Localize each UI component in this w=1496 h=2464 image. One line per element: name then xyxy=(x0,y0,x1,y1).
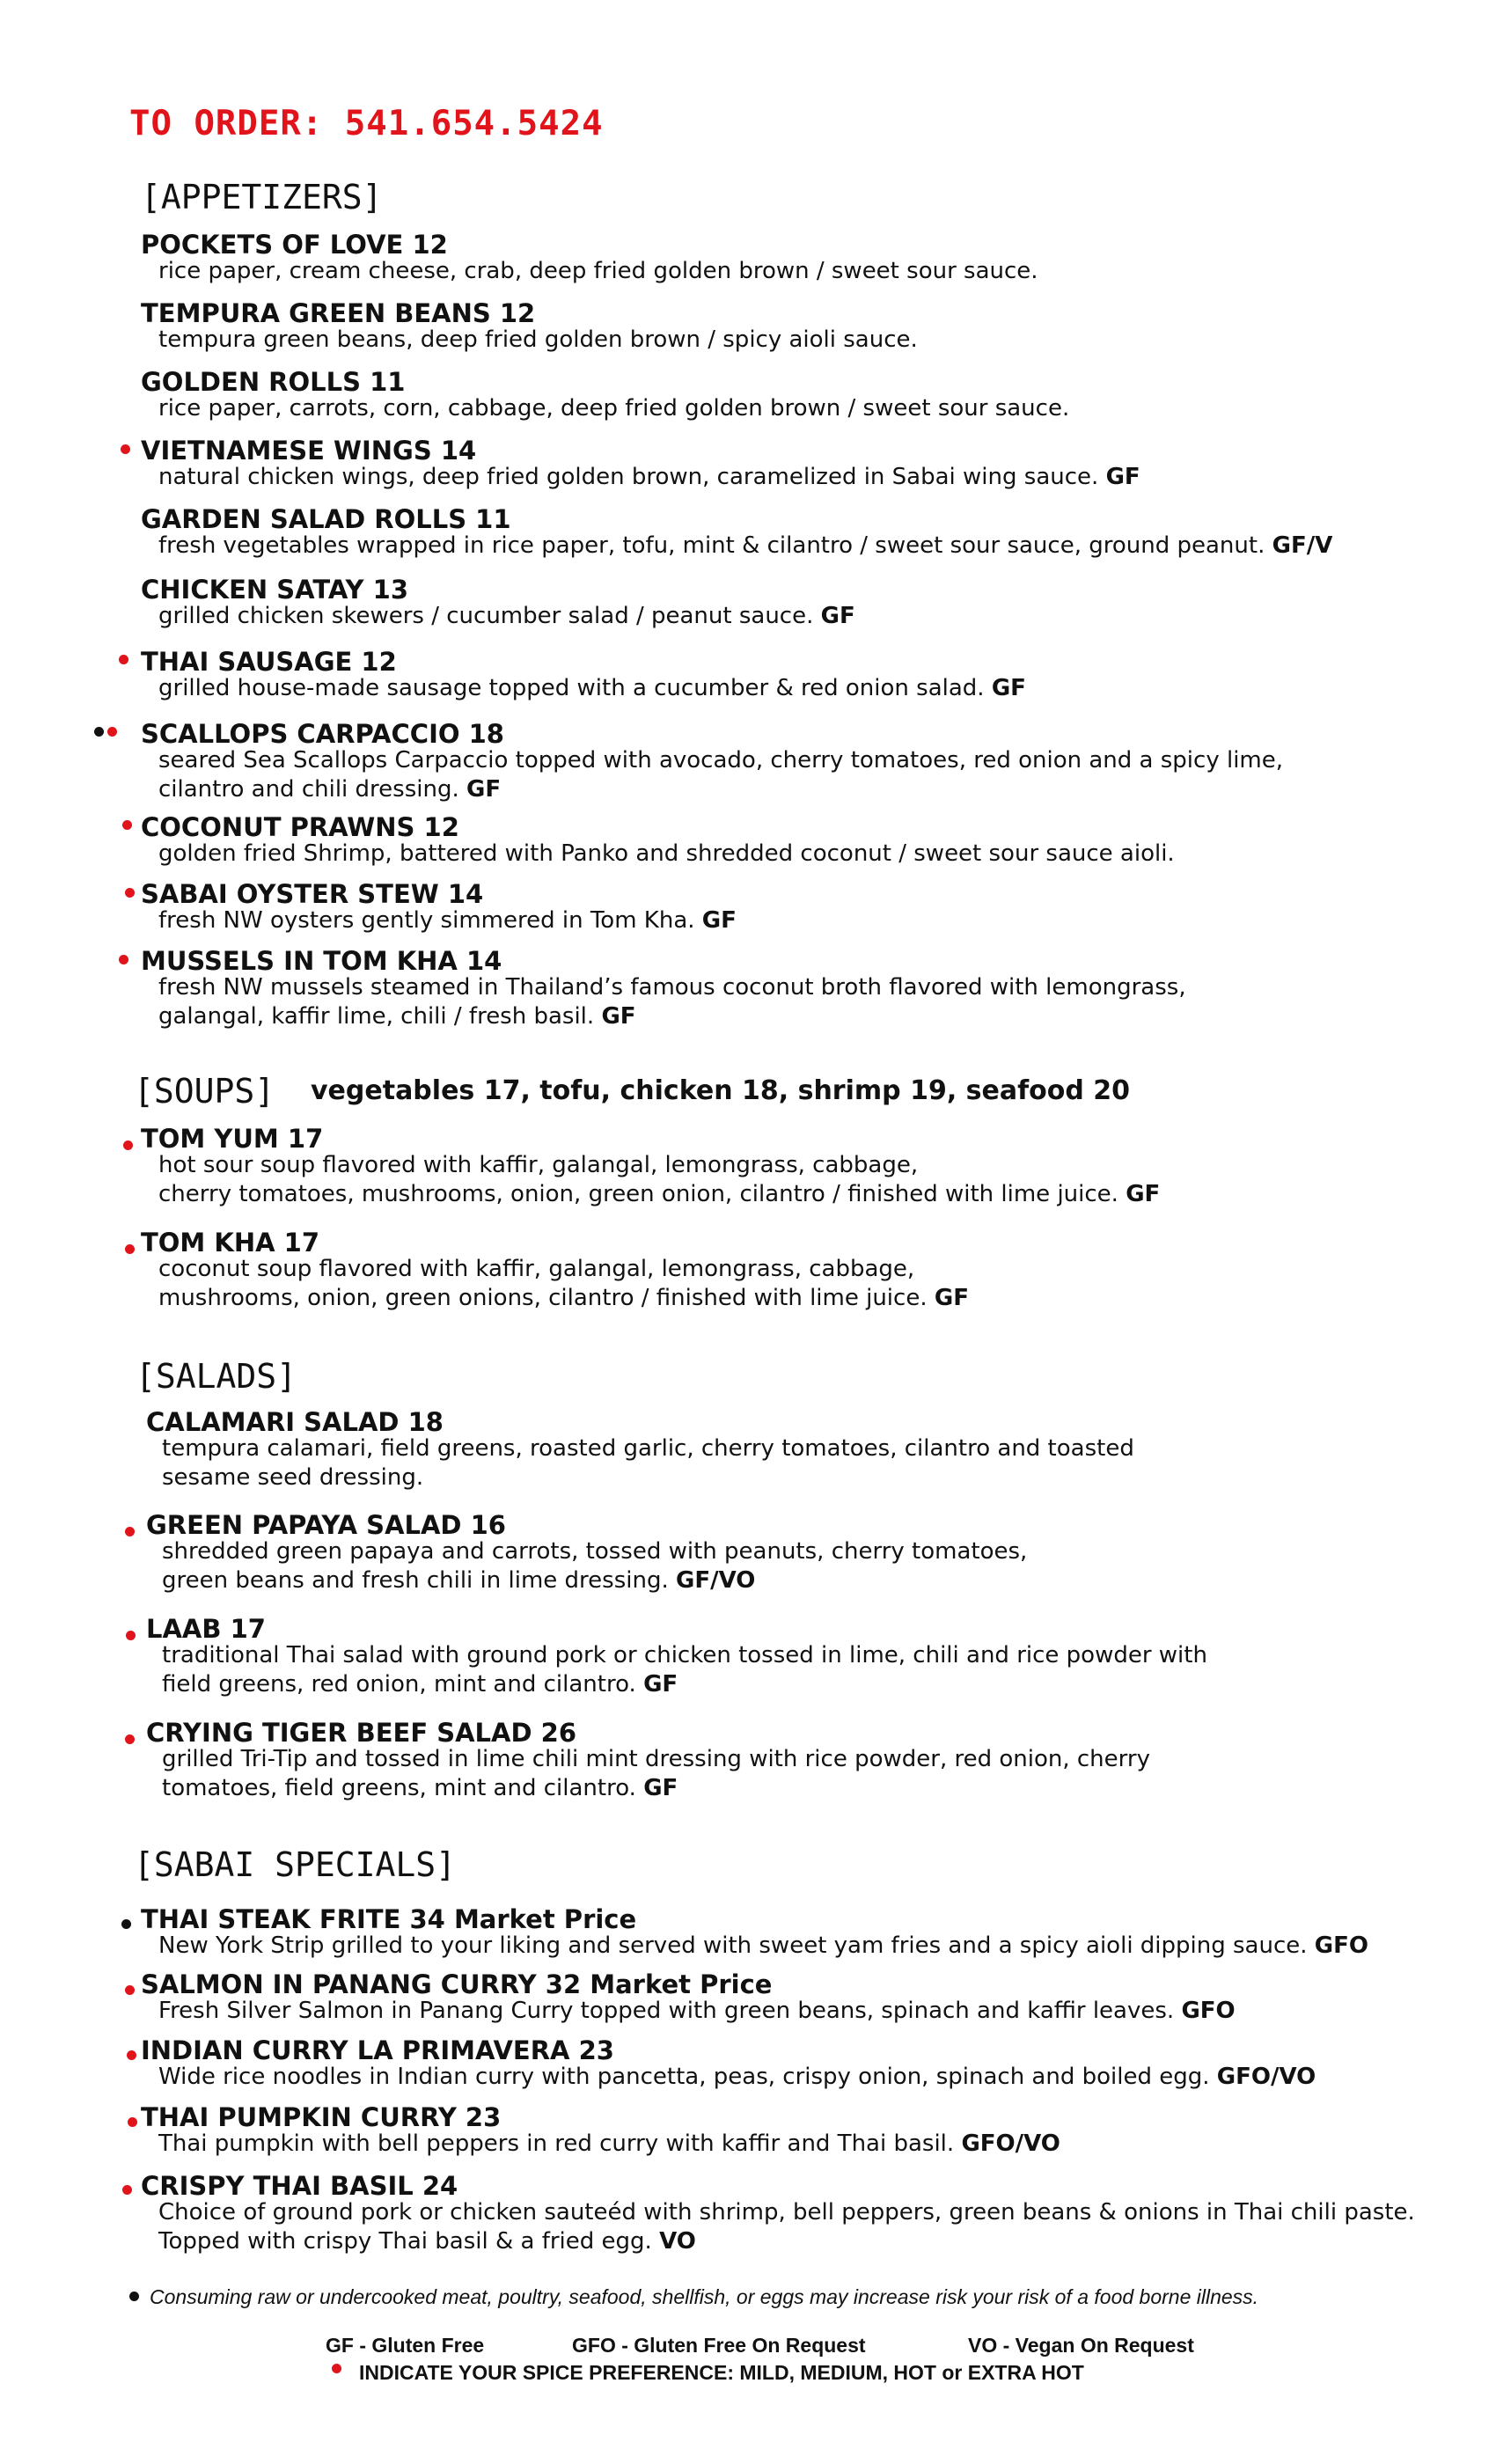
menu-item-description-text: fresh NW mussels steamed in Thailand’s famous coconut broth flavored with lemongrass, xyxy=(158,974,1186,1001)
menu-item-description-text: shredded green papaya and carrots, tossed with peanuts, cherry tomatoes, xyxy=(162,1538,1028,1565)
dietary-tag: GF/VO xyxy=(675,1567,756,1594)
menu-item-description-text: Fresh Silver Salmon in Panang Curry topped with green beans, spinach and kaffir leaves. xyxy=(158,1998,1175,2024)
menu-item-description-text: mushrooms, onion, green onions, cilantro / finished with lime juice. xyxy=(158,1285,928,1311)
spice-bullet xyxy=(122,820,132,830)
menu-item-description-text: Thai pumpkin with bell peppers in red curry with kaffir and Thai basil. xyxy=(158,2130,955,2157)
appetizers-heading: [APPETIZERS] xyxy=(141,178,383,216)
menu-item-name: TOM YUM 17 xyxy=(141,1124,324,1154)
menu-item-description xyxy=(162,1434,1134,1463)
menu-item-description-text: grilled Tri-Tip and tossed in lime chili mint dressing with rice powder, red onion, cherry xyxy=(162,1746,1150,1772)
dietary-tag: GF xyxy=(643,1671,678,1698)
legend-vo: VO - Vegan On Request xyxy=(968,2334,1194,2357)
menu-item-description xyxy=(158,394,1069,423)
spice-preference-note: INDICATE YOUR SPICE PREFERENCE: MILD, MEDIUM, HOT or EXTRA HOT xyxy=(359,2361,1084,2384)
menu-item-description-text: Choice of ground pork or chicken sauteéd with shrimp, bell peppers, green beans & onions in Thai chili paste. xyxy=(158,2199,1415,2226)
raw-food-warning: Consuming raw or undercooked meat, poultry, seafood, shellfish, or eggs may increase risk your risk of a food borne illness. xyxy=(150,2285,1259,2308)
menu-item-description xyxy=(162,1670,678,1699)
spice-bullet xyxy=(127,2050,136,2060)
menu-item-name: CRISPY THAI BASIL 24 xyxy=(141,2171,458,2201)
menu-item-description xyxy=(158,326,918,355)
menu-item-description-text: fresh vegetables wrapped in rice paper, tofu, mint & cilantro / sweet sour sauce, ground peanut. xyxy=(158,532,1265,559)
menu-item-description xyxy=(162,1566,755,1595)
legend-gfo: GFO - Gluten Free On Request xyxy=(572,2334,866,2357)
menu-item-name: SALMON IN PANANG CURRY 32 Market Price xyxy=(141,1969,773,1999)
dietary-tag: GF xyxy=(991,675,1026,701)
spice-bullet xyxy=(125,1527,135,1536)
menu-item-description xyxy=(158,1002,636,1031)
menu-item-name: GARDEN SALAD ROLLS 11 xyxy=(141,504,511,534)
menu-item-description-text: green beans and fresh chili in lime dressing. xyxy=(162,1567,669,1594)
spice-bullet xyxy=(125,888,135,898)
menu-item-description xyxy=(158,840,1175,869)
menu-item-name: INDIAN CURRY LA PRIMAVERA 23 xyxy=(141,2035,614,2065)
spice-bullet xyxy=(119,655,128,664)
menu-item-name: THAI SAUSAGE 12 xyxy=(141,647,397,677)
menu-item-description-text: rice paper, carrots, corn, cabbage, deep fried golden brown / sweet sour sauce. xyxy=(158,395,1070,422)
menu-item-description xyxy=(158,906,737,935)
menu-item-name: CHICKEN SATAY 13 xyxy=(141,575,409,605)
spice-bullet xyxy=(119,955,128,964)
menu-item-description-text: Topped with crispy Thai basil & a fried egg. xyxy=(158,2228,652,2255)
menu-item-description-text: tempura calamari, field greens, roasted garlic, cherry tomatoes, cilantro and toasted xyxy=(162,1435,1134,1462)
raw-food-bullet xyxy=(94,727,104,737)
menu-item-name: TEMPURA GREEN BEANS 12 xyxy=(141,298,536,328)
menu-item-description xyxy=(162,1774,678,1803)
menu-item-description-text: tomatoes, field greens, mint and cilantro. xyxy=(162,1775,636,1801)
menu-item-description-text: cherry tomatoes, mushrooms, onion, green onion, cilantro / finished with lime juice. xyxy=(158,1181,1118,1207)
dietary-tag: GF xyxy=(643,1775,678,1801)
menu-item-name: TOM KHA 17 xyxy=(141,1228,320,1258)
menu-item-description xyxy=(162,1745,1150,1774)
spice-bullet xyxy=(128,2117,137,2127)
menu-item-description-text: field greens, red onion, mint and cilantro. xyxy=(162,1671,636,1698)
menu-item-description xyxy=(158,602,855,631)
menu-item-description-text: grilled chicken skewers / cucumber salad / peanut sauce. xyxy=(158,603,814,629)
menu-item-description-text: seared Sea Scallops Carpaccio topped with avocado, cherry tomatoes, red onion and a spicy lime, xyxy=(158,747,1283,774)
menu-item-description-text: cilantro and chili dressing. xyxy=(158,776,459,803)
menu-item-description xyxy=(158,1997,1236,2026)
menu-item-name: THAI PUMPKIN CURRY 23 xyxy=(141,2102,502,2132)
spice-bullet xyxy=(125,1734,135,1744)
menu-item-description xyxy=(158,463,1140,492)
menu-item-description xyxy=(158,1255,914,1284)
spice-bullet xyxy=(123,1140,133,1150)
menu-item-description xyxy=(158,257,1038,286)
menu-item-name: VIETNAMESE WINGS 14 xyxy=(141,436,477,466)
menu-item-description-text: grilled house-made sausage topped with a cucumber & red onion salad. xyxy=(158,675,985,701)
dietary-tag: GF xyxy=(934,1285,969,1311)
menu-item-name: MUSSELS IN TOM KHA 14 xyxy=(141,946,502,976)
dietary-tag: GF xyxy=(466,776,502,803)
menu-item-description xyxy=(158,1932,1368,1961)
menu-item-description xyxy=(158,1284,969,1313)
spice-bullet xyxy=(107,727,117,737)
spice-bullet xyxy=(125,1244,135,1254)
menu-item-description xyxy=(158,532,1332,561)
soups-heading: [SOUPS] xyxy=(134,1072,275,1111)
spice-bullet xyxy=(332,2364,341,2373)
menu-item-description-text: fresh NW oysters gently simmered in Tom Kha. xyxy=(158,907,695,934)
menu-item-description xyxy=(158,674,1026,703)
dietary-tag: GF xyxy=(601,1003,636,1030)
dietary-tag: VO xyxy=(659,2228,696,2255)
menu-item-description-text: golden fried Shrimp, battered with Panko and shredded coconut / sweet sour sauce aioli. xyxy=(158,840,1175,867)
menu-item-description xyxy=(162,1463,423,1492)
spice-bullet xyxy=(126,1631,136,1640)
dietary-tag: GFO/VO xyxy=(961,2130,1060,2157)
dietary-tag: GF xyxy=(1105,464,1140,490)
menu-item-description xyxy=(158,2130,1060,2159)
legend-gf: GF - Gluten Free xyxy=(326,2334,485,2357)
menu-item-description-text: sesame seed dressing. xyxy=(162,1464,424,1491)
menu-item-description xyxy=(158,2198,1415,2227)
dietary-tag: GF xyxy=(1126,1181,1161,1207)
menu-item-description-text: coconut soup flavored with kaffir, galangal, lemongrass, cabbage, xyxy=(158,1256,915,1282)
menu-item-description xyxy=(158,746,1283,775)
menu-item-description-text: New York Strip grilled to your liking and served with sweet yam fries and a spicy aioli dipping sauce. xyxy=(158,1932,1308,1959)
dietary-tag: GF/V xyxy=(1272,532,1333,559)
menu-item-name: GOLDEN ROLLS 11 xyxy=(141,367,406,397)
raw-food-bullet xyxy=(129,2292,139,2301)
menu-item-description-text: rice paper, cream cheese, crab, deep fried golden brown / sweet sour sauce. xyxy=(158,258,1038,284)
menu-item-name: SABAI OYSTER STEW 14 xyxy=(141,879,484,909)
menu-item-description-text: traditional Thai salad with ground pork or chicken tossed in lime, chili and rice powder with xyxy=(162,1642,1207,1668)
menu-item-name: CALAMARI SALAD 18 xyxy=(146,1407,444,1437)
spice-bullet xyxy=(121,444,130,454)
menu-item-description-text: galangal, kaffir lime, chili / fresh basil. xyxy=(158,1003,595,1030)
dietary-tag: GF xyxy=(820,603,855,629)
menu-item-description-text: Wide rice noodles in Indian curry with pancetta, peas, crispy onion, spinach and boiled egg. xyxy=(158,2064,1210,2090)
menu-item-name: COCONUT PRAWNS 12 xyxy=(141,812,459,842)
order-phone: TO ORDER: 541.654.5424 xyxy=(129,104,604,143)
menu-item-description-text: natural chicken wings, deep fried golden brown, caramelized in Sabai wing sauce. xyxy=(158,464,1099,490)
dietary-tag: GF xyxy=(701,907,737,934)
menu-item-description xyxy=(158,1180,1160,1209)
menu-item-name: SCALLOPS CARPACCIO 18 xyxy=(141,719,504,749)
specials-heading: [SABAI SPECIALS] xyxy=(134,1845,457,1884)
menu-item-name: GREEN PAPAYA SALAD 16 xyxy=(146,1510,506,1540)
menu-item-name: CRYING TIGER BEEF SALAD 26 xyxy=(146,1718,577,1748)
menu-item-description-text: tempura green beans, deep fried golden brown / spicy aioli sauce. xyxy=(158,326,918,353)
menu-item-name: THAI STEAK FRITE 34 Market Price xyxy=(141,1904,637,1934)
spice-bullet xyxy=(121,1919,131,1929)
menu-item-description xyxy=(158,2063,1316,2092)
soups-price-list: vegetables 17, tofu, chicken 18, shrimp 19, seafood 20 xyxy=(311,1075,1131,1106)
menu-item-description xyxy=(162,1641,1207,1670)
dietary-tag: GFO/VO xyxy=(1216,2064,1316,2090)
dietary-tag: GFO xyxy=(1181,1998,1236,2024)
menu-item-name: POCKETS OF LOVE 12 xyxy=(141,230,448,260)
salads-heading: [SALADS] xyxy=(136,1357,297,1396)
menu-item-description xyxy=(158,1151,918,1180)
dietary-tag: GFO xyxy=(1314,1932,1369,1959)
menu-item-description xyxy=(158,2227,696,2256)
menu-item-description-text: hot sour soup flavored with kaffir, galangal, lemongrass, cabbage, xyxy=(158,1152,919,1178)
menu-item-description xyxy=(158,775,501,804)
spice-bullet xyxy=(122,2185,132,2195)
spice-bullet xyxy=(125,1985,135,1995)
menu-item-description xyxy=(162,1537,1027,1566)
menu-item-description xyxy=(158,973,1186,1002)
menu-item-name: LAAB 17 xyxy=(146,1614,266,1644)
